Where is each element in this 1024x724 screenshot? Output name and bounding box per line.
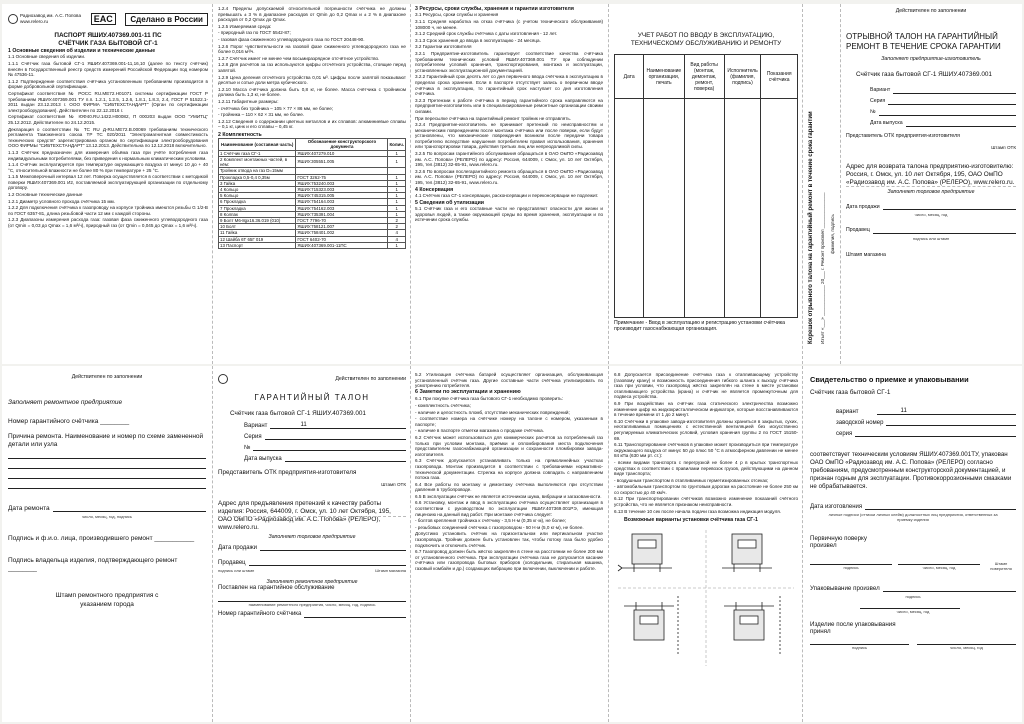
accounting-column <box>614 32 798 358</box>
series-field[interactable] <box>855 428 1016 437</box>
made-date-sub: личные подписи (оттиски личных клейм) должностных лиц предприятия, ответственных за приемку изделия <box>828 512 998 523</box>
table-cell: ГОСТ 3262-75 <box>296 174 388 180</box>
spine-sub: фамилия, подпись <box>830 214 835 254</box>
paragraph: 5.2 Утилизация счётчика батарей осуществляет организация, обслуживающая установленный счётчик газа. Другие составные части счётчика утилизировать по усмотрению потребителя. <box>415 372 603 389</box>
maker-name: Радиозавод им. А.С. Попова <box>20 13 82 19</box>
verify-stamp: Штамп поверителя <box>990 561 1012 572</box>
coupon-title: ОТРЫВНОЙ ТАЛОН НА ГАРАНТИЙНЫЙ РЕМОНТ В ТЕЧЕНИЕ СРОКА ГАРАНТИИ <box>846 32 1001 52</box>
paragraph: 1.1 Основные сведения об изделии. <box>8 54 86 60</box>
paragraph: - наличие и целостность пломб, отсутствие механических повреждений; <box>415 409 570 415</box>
paragraph: 1.2.2 Для подключения счётчика к газопроводу на корпусе тройника имеются резьбы G 1/2-В по ГОСТ 6357-81, длина резьбовой части 12 мм с каждой стороны. <box>8 205 208 216</box>
paragraph: 1.2.5 Измеряемая среда: <box>218 23 272 29</box>
table-cell: ЯШИУ.407369.001-11ПС <box>296 242 388 248</box>
paragraph: 6.1 При покупке счётчика газа бытового СГ-1 необходимо проверить: <box>415 396 563 402</box>
shop-stamp: Штамп магазина <box>846 252 886 259</box>
eac-mark-icon: EAC <box>91 13 116 25</box>
table-header: Показания счётчика <box>761 55 798 99</box>
warranty-title: ГАРАНТИЙНЫЙ ТАЛОН <box>254 393 370 402</box>
sale-date-sub: число, месяц, год <box>914 212 948 218</box>
variant-label: вариант <box>836 409 859 415</box>
paragraph: 3.1.1 Средняя наработка на отказ счётчика (с учетом технического обслуживания) 108000 ч, не менее. <box>415 19 603 30</box>
paragraph: - соответствие номера на счётчике номеру на талоне с номером, указанным в паспорте; <box>415 416 603 427</box>
table-cell: 2 Комплект монтажных частей, в нём: <box>219 156 296 167</box>
paragraph: - воздушным транспортом в отапливаемых герметизированных отсеках; <box>614 477 769 483</box>
series-field[interactable] <box>265 431 406 440</box>
storage-column <box>614 372 798 718</box>
top-sheet <box>2 4 1022 364</box>
packed-date-sub: число, месяц, год <box>896 609 930 615</box>
table-header: Дата <box>615 55 644 99</box>
warranty-otk-stamp: Штамп ОТК <box>381 482 406 488</box>
operation-column <box>415 372 603 718</box>
series-label: Серия <box>244 433 262 440</box>
table-cell: 1 <box>388 156 406 167</box>
paragraph: - тройника – 110 × 62 × 31 мм, не более. <box>218 112 305 118</box>
valid-note: Действителен по заполнении <box>895 8 967 14</box>
sale-date-field[interactable] <box>260 542 406 551</box>
series-label: Серия <box>870 98 886 105</box>
packed-field[interactable] <box>883 583 1016 592</box>
coupon-filled-by: Заполняет предприятие-изготовитель <box>881 56 981 63</box>
table-cell: 8 Колпак <box>219 211 296 217</box>
accepted-sub: подпись <box>851 645 868 651</box>
paragraph: 1.2.8 Для расчётов за газ используются цифры отсчётного устройства, стоящие перед запятой. <box>218 62 406 73</box>
repair-work-line[interactable] <box>8 459 206 469</box>
paragraph: - автомобильным транспортом по грунтовым дорогам на расстояние не более 250 км со скоростью до 40 км/ч. <box>614 484 798 495</box>
table-cell: ЯШИУ.758121.007 <box>296 224 388 230</box>
paragraph: 3.1.2 Средний срок службы счётчика с даты изготовления - 12 лет. <box>415 31 558 37</box>
passport-subtitle: СЧЁТЧИК ГАЗА БЫТОВОЙ СГ-1 <box>58 40 158 47</box>
seller-field[interactable] <box>249 557 406 566</box>
paragraph: 1.2.12 Сведения о содержании цветных металлов и их сплавов: алюминиевые сплавы – 0,1 кг, цинк и его сплавы – 0,45 кг. <box>218 118 406 130</box>
table-cell: 9 Болт М6-8gх16.36.019 (010) <box>219 217 296 223</box>
paragraph: 1.2.6 Порог чувствительности на газовой фазе сжиженного углеводородного газа не более 0,016 м³/ч. <box>218 43 406 55</box>
repair-coupon-no: Номер гарантийного счётчика ________ <box>8 417 130 425</box>
paragraph: 1.2.1 Диаметр условного прохода счётчика 15 мм. <box>8 198 115 204</box>
table-cell: 10 Болт <box>219 224 296 230</box>
table-cell: Прокладка 0,5-0,4 0,35м <box>219 174 296 180</box>
paragraph: 1.2.9 Цена деления отсчётного устройства 0,01 м³. Цифры после запятой показывают десятые и сотые доли метра кубического. <box>218 74 406 86</box>
packed-sub: подпись <box>905 594 921 600</box>
paragraph: 6.9 При воздействии на счётчик газа статического электричества возможно изменение цифр на жидкокристаллическом индикаторе, которые восстанавливаются в течение времени от 1 до 2 минут. <box>614 400 798 418</box>
packed-date-field[interactable] <box>860 599 960 609</box>
repair-owner: Подпись владельца изделия, подтверждающего ремонт ________ <box>8 557 178 573</box>
sale-date-label: Дата продажи <box>218 545 257 551</box>
paragraph: При пересылке счётчика на гарантийный ремонт тройник не отправлять. <box>415 115 571 121</box>
variant-field[interactable] <box>893 85 1016 94</box>
table-cell: 1 <box>388 199 406 205</box>
paragraph: Допустимо установить счётчик на горизонтальном или вертикальном участке газопровода. Тройник должен быть установлен так, чтобы потоку газа было удобно подключить и отключить счётчик. <box>415 531 603 548</box>
coupon-spine-sub <box>830 154 836 254</box>
section-4-heading: 4 Консервация <box>415 186 454 193</box>
series-field[interactable] <box>888 96 1016 105</box>
paragraph: 1.1.1 Счётчик газа бытовой СГ-1 ЯШИУ.407369.001-11,16,10 (далее по тексту счётчик) внесён в Государственный реестр средств измерений Российской Федерации под номером № 47536-11. <box>8 61 208 78</box>
paragraph: 3.2.5 По вопросам гарантийного обслуживания обращаться в ОАО ОмПО «Радиозавод им. А.С. Попова» (РЕЛЕРО) по адресу: Россия, 644009, г. Омск, ул. 10 лет Октября, 195, тел.(3812) 32-65-91, www.relero.ru. <box>415 151 603 168</box>
return-address: Адрес для возврата талона предприятию-изготовителю: Россия, г. Омск, ул. 10 лет Октября, 195, ОАО ОмПО «Радиозавод им. А.С. Попова» (РЕЛЕРО), www.relero.ru. <box>846 162 1015 186</box>
otk-stamp: Штамп ОТК <box>991 145 1016 151</box>
variant-field[interactable] <box>270 420 406 429</box>
section-5-heading: 5 Сведения об утилизации <box>415 199 484 206</box>
paragraph: - наличие в паспорте отметки магазина о продаже счётчика. <box>415 428 544 434</box>
paragraph: 6.7 Газопровод должен быть жёстко закреплён в стене на расстоянии не более 200 мм от установленного счётчика. При эксплуатации счётчика газа не допускается касание счётчика или газопровода бытовых приборов (холодильник, стиральная машина, газовый комбайн и др.) создающих вибрацию при включении, выключении и работе. <box>415 549 603 571</box>
number-field[interactable] <box>253 442 406 451</box>
table-header: Обозначение конструкторского документа <box>296 139 388 150</box>
warranty-valid-note: Действителен по заполнении <box>335 375 406 382</box>
paragraph: 3.2.4 Предприятие-изготовитель не принимает претензий по неисправностям и механическим повреждениям после монтажа счётчика или после поверки, если будут установлены, что механические повреждения возникли после передачи товара потребителю вследствие нарушения потребителем правил использования, хранения или транспортировки товара, действия третьих лиц или непреодолимой силы. <box>415 122 603 150</box>
paragraph: 3.2.6 По вопросам послегарантийного ремонта обращаться в ОАО ОмПО «Радиозавод им. А.С. Попова» (РЕЛЕРО) по адресу: Россия, 644009, г. Омск, ул. 10 лет Октября, 195, тел.(3812) 32-65-91, www.relero.ru. <box>415 168 603 186</box>
variant-value: 11 <box>300 421 307 428</box>
storage-body <box>614 372 798 514</box>
repair-coupon <box>8 374 206 718</box>
paragraph: - всеми видами транспорта с перегрузкой не более 4 р в крытых транспортных средствах в соответствии с правилами перевозок грузов, действующими на данном виде транспорта; <box>614 459 798 477</box>
date-out-field[interactable] <box>906 118 1016 127</box>
repair-sign: Подпись и ф.и.о. лица, производившего ремонт ___________ <box>8 535 195 543</box>
paragraph: 1.2.11 Габаритные размеры: <box>218 98 279 104</box>
table-cell: 1 <box>388 150 406 156</box>
paragraph: 6.13 В течение 10 сек после начала подачи газа возможна индикация модуля. <box>614 508 782 514</box>
table-cell: 1 <box>388 186 406 192</box>
table-cell: ГОСТ 6402-70 <box>296 236 388 242</box>
table-header: Наименование организации, печать <box>644 55 684 99</box>
table-cell: ЯШИУ.753240.003 <box>296 180 388 186</box>
paragraph: 6.6 Установку, монтаж и ввод в эксплуатацию счётчика осуществляет организация в соответствии с руководством по эксплуатации ЯШИУ.407369.001РЭ, имеющая лицензию на данный вид работ. При монтаже счётчика следует: <box>415 500 603 517</box>
specs-body <box>218 6 406 130</box>
accounting-note: Примечание - Ввод в эксплуатацию и регистрацию установки счётчика производит газоснабжающая организация. <box>614 320 785 333</box>
warranty-otk: Представитель ОТК предприятия-изготовителя <box>218 469 357 476</box>
coupon-spine <box>808 64 815 344</box>
paragraph: 6.4 Все работы по монтажу и демонтажу счётчика выполняются при отсутствии давления в трубопроводе. <box>415 481 603 493</box>
paragraph: 6.10 Счётчики в упаковке завода-изготовителя должны храниться в закрытых, сухих, неотапливаемых помещениях с естественной вентиляцией без искусственно регулируемых климатических условий, условия хранения группы 2 по ГОСТ 15150-69. <box>614 418 798 441</box>
table-header: Исполнитель (фамилия, подпись) <box>724 55 761 99</box>
warranty-trade: Заполняет торговое предприятие <box>268 534 356 540</box>
repair-valid-note: Действителен по заполнении <box>71 374 143 380</box>
paragraph: 3.1.3 Срок хранения до ввода в эксплуатацию - 24 месяца. <box>415 37 541 43</box>
verify-date-field[interactable] <box>898 555 980 565</box>
repair-work-line[interactable] <box>8 449 206 459</box>
table-cell: 1 <box>388 193 406 199</box>
table-cell: ЯШИУ.305551.005 <box>296 156 388 167</box>
section-6-heading: 6 Заметки по эксплуатации и хранению <box>415 388 521 395</box>
verify-label: Первичную поверку произвел <box>810 535 867 549</box>
accounting-title: УЧЕТ РАБОТ ПО ВВОДУ В ЭКСПЛУАТАЦИЮ, ТЕХНИЧЕСКОМУ ОБСЛУЖИВАНИЮ И РЕМОНТУ <box>630 32 782 47</box>
coupon-product: Счётчик газа бытовой СГ-1 ЯШИУ.407369.001 <box>856 70 992 78</box>
number-field[interactable] <box>879 107 1016 116</box>
spine-fields: Изъят «___» ____________ 20___ г. Ремонт произвел ______________ <box>820 192 825 344</box>
table-cell: ЯШИУ.407279.010 <box>296 150 388 156</box>
paragraph: 3.1 Ресурсы, сроки службы и хранения <box>415 12 499 18</box>
table-cell: 2 <box>388 217 406 223</box>
section-3-body <box>415 12 603 185</box>
made-date-field[interactable] <box>865 501 1016 510</box>
table-cell: 13 Паспорт <box>219 242 296 248</box>
specs-column <box>218 6 406 360</box>
paragraph: 3.2 Гарантии изготовителя <box>415 44 472 50</box>
service-sub: наименование ремонтного предприятия, число, месяц, год, подпись <box>248 601 376 607</box>
repair-work-line[interactable] <box>8 469 206 479</box>
number-label: № <box>244 444 251 451</box>
table-row <box>615 99 798 318</box>
acceptance-product: Счётчик газа бытовой СГ-1 <box>810 389 891 396</box>
table-cell: 1 <box>388 205 406 211</box>
coupon-no-field[interactable] <box>304 609 406 618</box>
otk-label: Представитель ОТК предприятия-изготовителя <box>846 132 960 139</box>
paragraph: 6.3 Счётчик допускается устанавливать только на прямолинейных участках газопровода. Монтаж производится в соответствии с требованиями нормативно-технической документации. Стрелка на корпусе должна совпадать с направлением потока газа. <box>415 458 603 481</box>
seller-sub: подпись или штамп <box>218 568 255 574</box>
table-cell: 1 <box>388 211 406 217</box>
resources-column <box>415 6 603 360</box>
section-4-body: 4.1 Счётчик газа СГ-1 консервации, расконсервации и переконсервации не подлежит. <box>415 193 599 199</box>
maker-site: www.relero.ru <box>20 19 49 24</box>
section-3-heading: 3 Ресурсы, сроки службы, хранения и гарантии изготовителя <box>415 6 574 12</box>
table-cell: 2 <box>388 224 406 230</box>
repair-stamp: Штамп ремонтного предприятия с указанием города <box>55 592 159 609</box>
acceptance-certificate <box>810 376 1016 718</box>
paragraph: 3.2.1 Предприятие-изготовитель гарантирует соответствие качества счётчика требованиям технических условий ЯШИУ.407369.001 ТУ при соблюдении потребителем условий хранения, транспортирования, монтажа и эксплуатации, установленных эксплуатационной документацией. <box>415 50 603 73</box>
acceptance-text: соответствует техническим условиям ЯШИУ.407369.001ТУ, упакован ОАО ОмПО «Радиозавод им. А.С. Попова» (РЕЛЕРО) согласно требованиям, предусмотренным конструкторской документацией, и признан годным для эксплуатации. Противокоррозионными смазками не обрабатывается. <box>810 451 1012 491</box>
paragraph: - комплектность счётчика; <box>415 402 471 408</box>
seller-label: Продавец <box>218 560 246 566</box>
accounting-table <box>614 54 798 318</box>
repair-filled: Заполняет ремонтное предприятие <box>8 399 123 407</box>
table-cell: 5 Кольцо <box>219 193 296 199</box>
accepted-date-field[interactable] <box>917 635 1016 645</box>
made-date-label: Дата изготовления <box>810 504 863 510</box>
variant-field[interactable] <box>877 406 1016 415</box>
spine-title: Корешок отрывного талона на гарантийный ремонт в течение срока гарантии <box>808 111 814 344</box>
paragraph: 1.2 Основные технические данные <box>8 192 83 198</box>
date-out-label: Дата выпуска <box>870 120 903 127</box>
table-cell: 4 <box>388 236 406 242</box>
paragraph: - газовая фаза сжиженного углеводородного газа по ГОСТ 20448-90. <box>218 36 365 42</box>
paragraph: 1.2.3 Диапазоны измерения расхода газа: газовая фаза сжиженного углеводородного газа (от Qmin = 0,03 до Qmax = 1,6 м³/ч), природный газ (от Qmin = 0,045 до Qmax = 1,6 м³/ч). <box>8 217 208 229</box>
warranty-coupon-no: Номер гарантийного счётчика <box>218 611 302 618</box>
paragraph: - резьбовых соединений счётчика с газопроводом - 50 Н·м (5,0 кг·м), не более. <box>415 524 584 530</box>
paragraph: Декларация о соответствии № ТС RU Д-RU.МЕ72.В.00069 требованиям технического регламента Таможенного союза ТР ТС 020/2011 "Электромагнитная совместимость технических средств" зарегистрирована органом по сертификации электрооборудования ООО ФИРМЫ "СИБТЕХСТАНДАРТ" 13.12.2013. Действительна по 12.12.2018 включительно. <box>8 126 208 149</box>
table-cell: 3 Гайка <box>219 180 296 186</box>
repair-date-sub: число, месяц, год, подпись <box>82 514 132 520</box>
variant-value: 11 <box>900 408 907 414</box>
seller-field[interactable] <box>873 225 1016 234</box>
date-out-label: Дата выпуска <box>244 455 282 462</box>
seller-sub: подпись или штамп <box>912 235 950 241</box>
paragraph: 6.5 В эксплуатации счётчик не является источником шума, вибрации и загазованности. <box>415 493 602 499</box>
table-cell: ЯШИУ.715323.003 <box>296 186 388 192</box>
number-label: № <box>870 109 876 116</box>
paragraph: 1.1.4 Счётчик эксплуатируется при температуре окружающего воздуха от минус 10 до + 40 °С, относительной влажности не более 80 % при температуре + 25 °С. <box>8 162 208 173</box>
section-5-body: 5.1 Счётчик газа и его составные части не представляют опасности для жизни и здоровья людей, а также окружающей среды во время хранения, эксплуатации и по истечении срока службы. <box>415 206 603 223</box>
repair-work-line[interactable] <box>8 479 206 489</box>
bottom-sheet <box>2 366 1022 722</box>
paragraph: Сертификат соответствия № ЮФ40.RU.1422.H00082, П 000203 выдан ООО "УМИТЦ" 25.12.2012. Действителен по 24.12.2015. <box>8 114 208 125</box>
verify-sign-field[interactable] <box>810 555 892 565</box>
table-cell: 11 Гайка <box>219 230 296 236</box>
shop-stamp: Штамп магазина <box>375 568 406 574</box>
verify-date-sub: число, месяц, год <box>922 565 956 571</box>
warranty-coupon <box>218 374 406 718</box>
trade-fills: Заполняет торговое предприятие <box>887 188 975 195</box>
paragraph: - природный газ по ГОСТ 5542-87; <box>218 30 291 36</box>
sale-date-field[interactable] <box>883 201 1016 210</box>
section-1-heading: 1 Основные сведения об изделии и технические данные <box>8 48 156 54</box>
table-header: Наименование (составная часть) <box>219 139 296 150</box>
sale-date-label: Дата продажи <box>846 203 880 210</box>
repair-date-label: Дата ремонта <box>8 504 50 512</box>
accepted-date-sub: число, месяц, год <box>950 645 983 651</box>
paragraph: 6.8 Допускается присоединение счётчика газа к отапливающему устройству (газовому крану) и возможность присоединения гибкого шланга к выходу счётчика газа при условии, что газопровод жёстко закреплён на стене в месте установки отапливающего устройства (крана) и счётчик не является промежуточным для подвеса устройства. <box>614 372 798 400</box>
table-cell: 4 Кольцо <box>219 186 296 192</box>
table-cell: ЯШИУ.745315.005 <box>296 193 388 199</box>
warranty-product: Счётчик газа бытовой СГ-1 ЯШИУ.407369.001 <box>230 410 366 417</box>
table-row <box>219 156 406 167</box>
table-cell: 1 <box>388 242 406 248</box>
table-cell: ГОСТ 7796-70 <box>296 217 388 223</box>
coupon-spine-fields <box>820 84 826 344</box>
paragraph: 6.11 Транспортирование счётчиков в упаковке может производиться при температуре окружающего воздуха от минус 50 до плюс 50 °С в атмосферном давлении не менее 84 кПа (630 мм рт. ст.): <box>614 442 798 459</box>
table-cell: ЯШИУ.754162.003 <box>296 205 388 211</box>
paragraph: 1.2.7 Счётчик имеет не менее чем восьмиразрядное отсчётное устройство. <box>218 55 380 61</box>
warranty-repair-fill: Заполняет ремонтное предприятие <box>266 578 358 585</box>
warranty-service: Поставлен на гарантийное обслуживание <box>218 585 335 592</box>
figure-title: Возможные варианты установки счётчика газа СГ-1 <box>624 517 758 524</box>
paragraph: 1.1.3 Счётчик предназначен для измерения объёма газа при учёте потребления газа индивидуальными потребителями, без приведения к нормальным климатическим условиям. <box>8 149 208 161</box>
series-label: серия <box>836 431 853 437</box>
passport-title: ПАСПОРТ ЯШИУ.407369.001-11 ПС <box>54 32 162 39</box>
table-cell: 1 <box>388 180 406 186</box>
paragraph: 3.2.2 Гарантийный срок десять лет со дня первичного ввода счётчика в эксплуатацию в пределах срока хранения. Если в паспорте отсутствует запись о первичном вводе счётчика в эксплуатацию, то гарантийный срок наступает со дня изготовления счётчика. <box>415 74 603 97</box>
accepted-label: Изделие после упаковывания принял <box>810 621 896 635</box>
section-1-body <box>8 54 208 228</box>
acceptance-title: Свидетельство о приемке и упаковывании <box>810 376 969 384</box>
repair-date-field[interactable] <box>53 503 206 512</box>
accepted-sign-field[interactable] <box>810 635 909 645</box>
table-cell: ЯШИУ.754164.003 <box>296 199 388 205</box>
paragraph: 6.12 При транспортировании счётчиков возможно изменение показаний счётного устройства, что не является признаком неисправности. <box>614 496 798 508</box>
date-out-field[interactable] <box>285 453 406 462</box>
variant-label: Вариант <box>870 87 891 94</box>
factory-no-field[interactable] <box>886 417 1016 426</box>
installation-figure <box>614 526 798 676</box>
operation-body <box>415 372 603 572</box>
paragraph: Сертификат соответствия № РОСС RU.ME72.H01071 системы сертификации ГОСТ Р требованиям ЯШИУ.407369.001 ТУ п.п. 1.2.1, 1.2.5, 1.2.6, 1.8.1, 1.8.3, 2.4, ГОСТ Р 51522.1-2011 выдан 23.12.2013 г. ООО ФИРМА "СИБТЕХСТАНДАРТ" (Орган по сертификации электрооборудования). Действителен по 22.12.2016 г. <box>8 90 208 113</box>
table-row <box>219 242 406 248</box>
paragraph: 1.2.10 Масса счётчика должна быть 0,8 кг, не более. Масса счётчика с тройником должна быть 1,3 кг, не более. <box>218 86 406 98</box>
table-cell: 4 <box>388 230 406 236</box>
relero-logo-icon <box>8 14 18 24</box>
repair-work-label: Причина ремонта. Наименование и номер по схеме замененной детали или узла <box>8 433 204 449</box>
factory-no-label: заводской номер <box>836 420 884 426</box>
paragraph: 1.1.2 Подтверждение соответствия счётчика установленным требованиям производится в форме добровольной сертификации. <box>8 78 208 90</box>
paragraph: - счётчика без тройника – 105 × 77 × 86 мм, не более; <box>218 105 334 111</box>
passport-column <box>8 6 208 360</box>
section-2-heading: 2 Комплектность <box>218 131 262 138</box>
seller-label: Продавец <box>846 227 870 234</box>
verify-sub: подпись <box>843 565 859 571</box>
table-cell: 12 Шайба 6Т 65Г 019 <box>219 236 296 242</box>
table-cell: 6 Прокладка <box>219 199 296 205</box>
paragraph: 1.2.4 Пределы допускаемой относительной погрешности счётчика не должны превышать ± 3 % в диапазоне расходов от Qmin до 0,2 Qmax и ± 2 % в диапазоне расходов от 0,2 Qmax до Qmax. <box>218 6 406 23</box>
variant-label: Вариант <box>244 422 268 429</box>
table-cell: Тройник отвода на газ D=15мм <box>219 168 296 174</box>
paragraph: - болтов крепления тройника к счётчику - 3,5 Н·м (0,35 кг·м), не более; <box>415 518 567 524</box>
table-cell: 7 Прокладка <box>219 205 296 211</box>
table-cell: 1 Счётчик газа СГ-1 <box>219 150 296 156</box>
paragraph: 6.2 Счётчик может использоваться для коммерческих расчётов за потреблённый газ только при условии монтажа, приёмки и опломбирования места подключения представителем газоснабжающей организации и сохранности пломбировки завода-изготовителя. <box>415 434 603 457</box>
completeness-table <box>218 138 406 249</box>
packed-label: Упаковывание произвел <box>810 584 880 592</box>
relero-logo-icon <box>218 374 228 384</box>
warranty-address: Адрес для предъявления претензий к качеству работы изделия: Россия, 644009, г. Омск, ул. 10 лет Октября, 195, ОАО ОмПО «Радиозавод им. А.С. Попова» (РЕЛЕРО), www.relero.ru. <box>218 500 391 531</box>
table-header: Вид работы (монтаж, демонтаж, ремонт, поверка) <box>684 55 724 99</box>
passport-header <box>8 6 208 32</box>
service-field[interactable] <box>218 592 406 602</box>
table-header: Колич. <box>388 139 406 150</box>
paragraph: 3.2.3 Претензии к работе счётчика в период гарантийного срока направляются на предприятие-изготовитель или в специализированные ремонтные организации своими силами. <box>415 97 603 114</box>
table-cell: 1 <box>388 174 406 180</box>
paragraph: 1.1.5 Межповерочный интервал 12 лет. Поверка осуществляется в соответствии с методикой поверки ЯШИУ.407369.001 И2, поставляемой эксплуатирующей организации по отдельному договору. <box>8 174 208 191</box>
made-in-russia-badge: Сделано в России <box>125 13 208 26</box>
table-cell: ЯШИУ.758401.002 <box>296 230 388 236</box>
table-cell: ЯШИУ.735391.004 <box>296 211 388 217</box>
tearoff-coupon <box>846 8 1016 358</box>
